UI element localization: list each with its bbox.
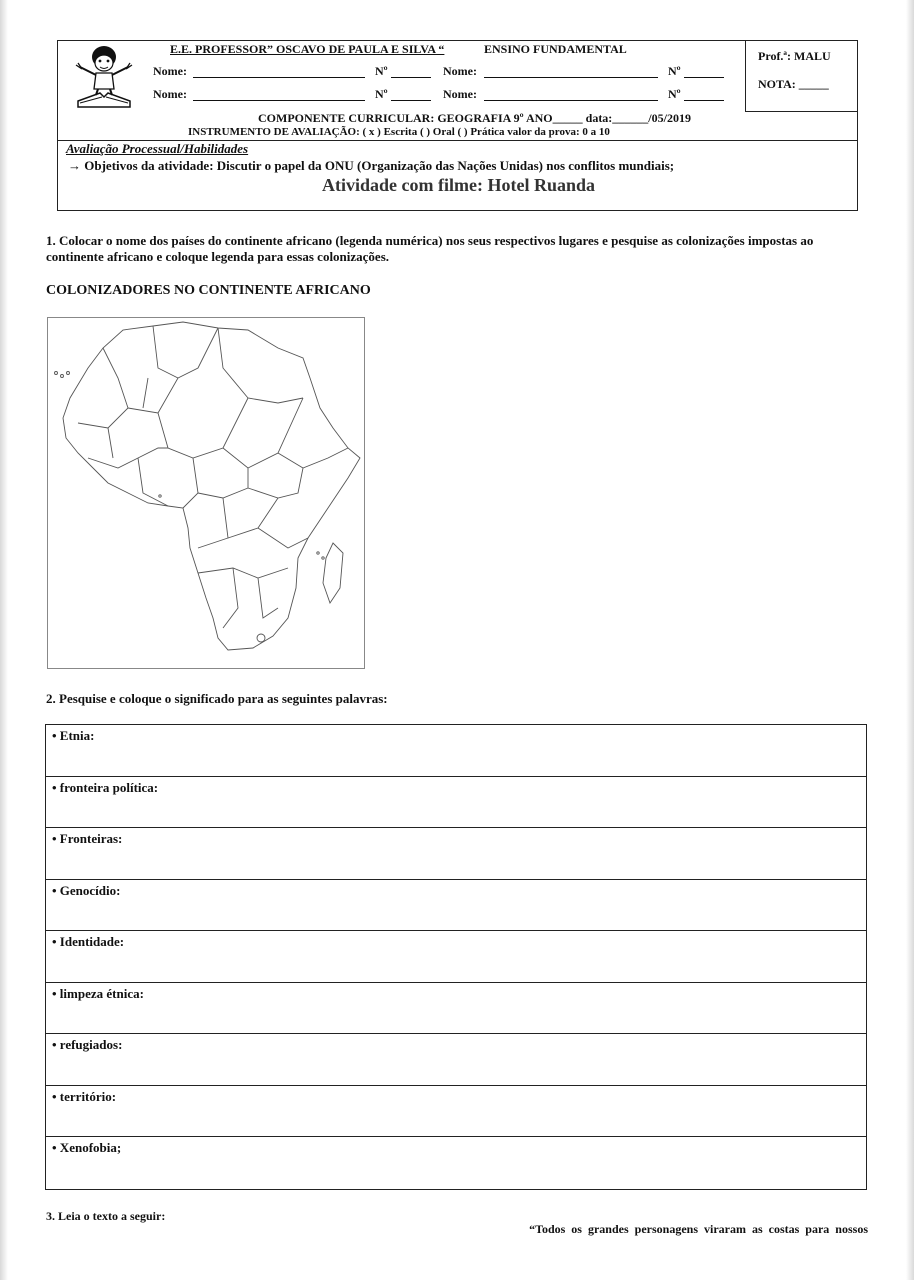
name-field[interactable]: [193, 64, 365, 78]
grade-field[interactable]: NOTA: _____: [758, 77, 829, 91]
vocabulary-row[interactable]: [46, 1137, 866, 1189]
word-label: • refugiados:: [52, 1037, 123, 1052]
word-label: • Fronteiras:: [52, 831, 123, 846]
number-label: Nº: [375, 64, 388, 78]
education-level: ENSINO FUNDAMENTAL: [484, 42, 627, 56]
africa-map[interactable]: [47, 317, 365, 669]
name-label: Nome:: [443, 87, 477, 101]
vocabulary-row[interactable]: [46, 725, 866, 777]
vocabulary-table: [45, 724, 867, 1190]
name-label: Nome:: [153, 87, 187, 101]
component-line: COMPONENTE CURRICULAR: GEOGRAFIA 9º ANO_____ data:______/05/2019: [258, 111, 691, 125]
map-title: COLONIZADORES NO CONTINENTE AFRICANO: [46, 283, 371, 298]
vocabulary-row[interactable]: [46, 828, 866, 880]
activity-title: Atividade com filme: Hotel Ruanda: [322, 175, 595, 195]
question-3: 3. Leia o texto a seguir:: [46, 1209, 166, 1223]
name-field[interactable]: [484, 64, 658, 78]
word-label: • fronteira política:: [52, 779, 159, 795]
name-field[interactable]: [484, 87, 658, 101]
header-box: [57, 40, 858, 211]
vocabulary-row[interactable]: [46, 880, 866, 932]
school-name: E.E. PROFESSOR” OSCAVO DE PAULA E SILVA “: [170, 42, 445, 56]
number-field[interactable]: [684, 64, 724, 78]
name-field[interactable]: [193, 87, 365, 101]
word-label: • Etnia:: [52, 728, 95, 743]
assessment-title: Avaliação Processual/Habilidades: [66, 141, 249, 156]
vocabulary-row[interactable]: [46, 777, 866, 829]
question-2: 2. Pesquise e coloque o significado para as seguintes palavras:: [46, 691, 388, 706]
number-field[interactable]: [391, 64, 431, 78]
vocabulary-row[interactable]: [46, 1086, 866, 1138]
quote-text: “Todos os grandes personagens viraram as costas para nossos: [529, 1222, 868, 1236]
question-1: 1. Colocar o nome dos países do continente africano (legenda numérica) nos seus respectivos lugares e pesquise as colonizações impostas ao continente africano e coloque legenda para essas colonizações.: [46, 233, 814, 264]
name-label: Nome:: [153, 64, 187, 78]
school-mascot-icon: [68, 43, 140, 109]
vocabulary-row[interactable]: [46, 983, 866, 1035]
activity-objective: → Objetivos da atividade: Discutir o papel da ONU (Organização das Nações Unidas) nos conflitos mundiais;: [68, 158, 675, 173]
number-label: Nº: [375, 87, 388, 101]
teacher-label: Prof.ª: MALU: [758, 49, 831, 63]
instrument-line: INSTRUMENTO DE AVALIAÇÃO: ( x ) Escrita ( ) Oral ( ) Prática valor da prova: 0 a 10: [188, 126, 610, 138]
teacher-grade-box: [745, 41, 858, 112]
name-label: Nome:: [443, 64, 477, 78]
word-label: • território:: [52, 1088, 117, 1104]
word-label: • Identidade:: [52, 934, 125, 949]
vocabulary-row[interactable]: [46, 1034, 866, 1086]
africa-outline-icon: [48, 318, 364, 668]
number-field[interactable]: [391, 87, 431, 101]
word-label: • limpeza étnica:: [52, 985, 144, 1001]
page-edge-right: [906, 0, 914, 1280]
vocabulary-row[interactable]: [46, 931, 866, 983]
number-field[interactable]: [684, 87, 724, 101]
page-edge-left: [0, 0, 8, 1280]
number-label: Nº: [668, 87, 681, 101]
word-label: • Genocídio:: [52, 882, 121, 898]
word-label: • Xenofobia;: [52, 1140, 122, 1155]
number-label: Nº: [668, 64, 681, 78]
